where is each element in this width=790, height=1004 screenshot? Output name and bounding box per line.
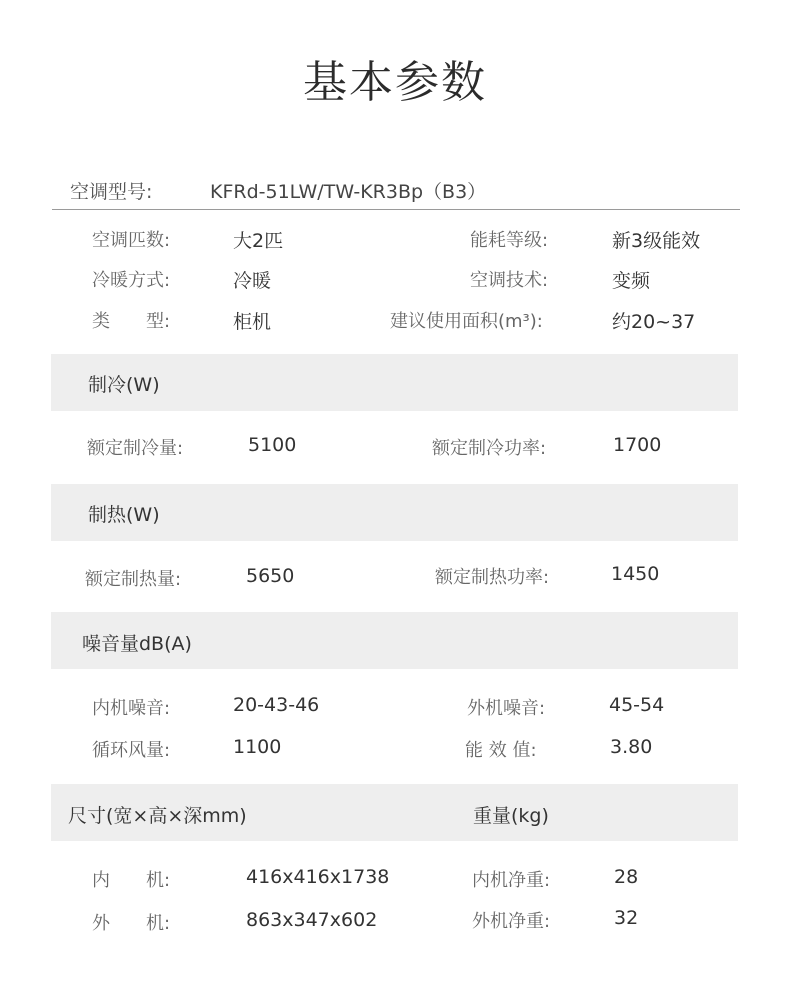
noise-section-header xyxy=(51,612,738,669)
outdoor-size-value: 863x347x602 xyxy=(246,909,378,931)
hp-value: 大2匹 xyxy=(233,230,284,252)
outdoor-noise-value: 45-54 xyxy=(609,694,665,716)
indoor-size-label: 内 机: xyxy=(92,870,171,891)
technology-label: 空调技术: xyxy=(470,270,549,291)
area-label: 建议使用面积(m³): xyxy=(390,311,543,332)
heating-capacity-label: 额定制热量: xyxy=(85,569,182,590)
indoor-noise-value: 20-43-46 xyxy=(233,694,320,716)
cooling-power-label: 额定制冷功率: xyxy=(432,438,547,459)
efficiency-label: 能 效 值: xyxy=(465,740,537,761)
weight-header-text: 重量(kg) xyxy=(473,805,549,827)
type-label: 类 型: xyxy=(92,311,171,332)
mode-value: 冷暖 xyxy=(233,270,272,292)
hp-label: 空调匹数: xyxy=(92,230,171,251)
outdoor-weight-value: 32 xyxy=(614,907,639,929)
indoor-weight-value: 28 xyxy=(614,866,639,888)
outdoor-noise-label: 外机噪音: xyxy=(467,698,546,719)
divider xyxy=(52,209,740,210)
area-value: 约20~37 xyxy=(612,311,696,333)
page-title: 基本参数 xyxy=(303,57,487,108)
energy-grade-label: 能耗等级: xyxy=(470,230,549,251)
indoor-size-value: 416x416x1738 xyxy=(246,866,390,888)
cooling-section-header xyxy=(51,354,738,411)
type-value: 柜机 xyxy=(233,311,272,333)
technology-value: 变频 xyxy=(612,270,651,292)
cooling-capacity-value: 5100 xyxy=(248,434,297,456)
heating-capacity-value: 5650 xyxy=(246,565,295,587)
mode-label: 冷暖方式: xyxy=(92,270,171,291)
efficiency-value: 3.80 xyxy=(610,736,653,758)
heating-section-header xyxy=(51,484,738,541)
outdoor-size-label: 外 机: xyxy=(92,913,171,934)
heating-power-label: 额定制热功率: xyxy=(435,567,550,588)
airflow-label: 循环风量: xyxy=(92,740,171,761)
size-section-header xyxy=(51,784,738,841)
energy-grade-value: 新3级能效 xyxy=(612,230,701,252)
indoor-weight-label: 内机净重: xyxy=(472,870,551,891)
airflow-value: 1100 xyxy=(233,736,282,758)
heating-power-value: 1450 xyxy=(611,563,660,585)
model-value: KFRd-51LW/TW-KR3Bp（B3） xyxy=(210,181,487,203)
outdoor-weight-label: 外机净重: xyxy=(472,911,551,932)
heating-header-text: 制热(W) xyxy=(88,504,160,526)
cooling-capacity-label: 额定制冷量: xyxy=(87,438,184,459)
cooling-power-value: 1700 xyxy=(613,434,662,456)
cooling-header-text: 制冷(W) xyxy=(88,374,160,396)
size-header-text: 尺寸(宽×高×深mm) xyxy=(68,805,247,827)
indoor-noise-label: 内机噪音: xyxy=(92,698,171,719)
model-label: 空调型号: xyxy=(70,181,153,203)
noise-header-text: 噪音量dB(A) xyxy=(82,633,192,655)
